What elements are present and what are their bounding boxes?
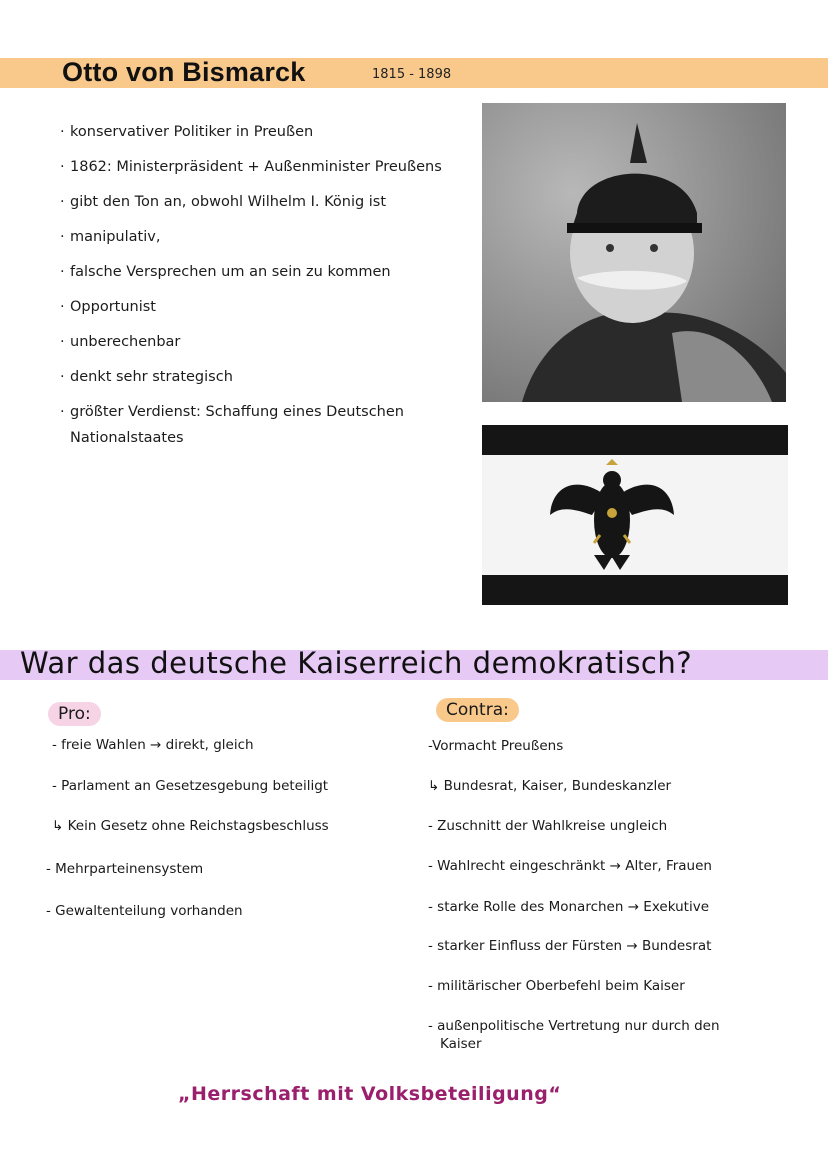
- contra-item: - außenpolitische Vertretung nur durch den: [428, 1018, 720, 1034]
- contra-item-continued: Kaiser: [440, 1036, 482, 1052]
- contra-item: - Zuschnitt der Wahlkreise ungleich: [428, 818, 668, 834]
- pro-item: - Parlament an Gesetzesgebung beteiligt: [52, 778, 329, 794]
- contra-item: - starker Einfluss der Fürsten → Bundesrat: [428, 938, 712, 954]
- pro-item: - Mehrparteinensystem: [46, 861, 204, 877]
- trait-item: · gibt den Ton an, obwohl Wilhelm I. König ist: [60, 194, 387, 210]
- section-question: War das deutsche Kaiserreich demokratisch?: [20, 646, 693, 680]
- page-title: Otto von Bismarck: [62, 57, 306, 87]
- life-years: 1815 - 1898: [372, 67, 452, 82]
- prussian-flag: [482, 425, 788, 605]
- trait-item: · Opportunist: [60, 299, 156, 315]
- pro-item: - freie Wahlen → direkt, gleich: [52, 737, 254, 753]
- trait-item: · 1862: Ministerpräsident + Außenminister Preußens: [60, 159, 442, 175]
- pro-heading: Pro:: [48, 702, 101, 726]
- bismarck-portrait: [482, 103, 786, 402]
- contra-item: - starke Rolle des Monarchen → Exekutive: [428, 899, 710, 915]
- trait-item-continued: Nationalstaates: [70, 430, 184, 446]
- trait-item: · größter Verdienst: Schaffung eines Deutschen: [60, 404, 404, 420]
- trait-item: · manipulativ,: [60, 229, 161, 245]
- pro-item: - Gewaltenteilung vorhanden: [46, 903, 243, 919]
- trait-item: · konservativer Politiker in Preußen: [60, 124, 314, 140]
- trait-item: · falsche Versprechen um an sein zu kommen: [60, 264, 391, 280]
- contra-heading: Contra:: [436, 698, 519, 722]
- trait-item: · denkt sehr strategisch: [60, 369, 233, 385]
- contra-item: ↳ Bundesrat, Kaiser, Bundeskanzler: [428, 778, 672, 794]
- closing-quote: „Herrschaft mit Volksbeteiligung“: [178, 1083, 562, 1105]
- contra-item: - militärischer Oberbefehl beim Kaiser: [428, 978, 685, 994]
- contra-item: -Vormacht Preußens: [428, 738, 564, 754]
- pro-item: ↳ Kein Gesetz ohne Reichstagsbeschluss: [52, 818, 329, 834]
- trait-item: · unberechenbar: [60, 334, 181, 350]
- contra-item: - Wahlrecht eingeschränkt → Alter, Frauen: [428, 858, 712, 874]
